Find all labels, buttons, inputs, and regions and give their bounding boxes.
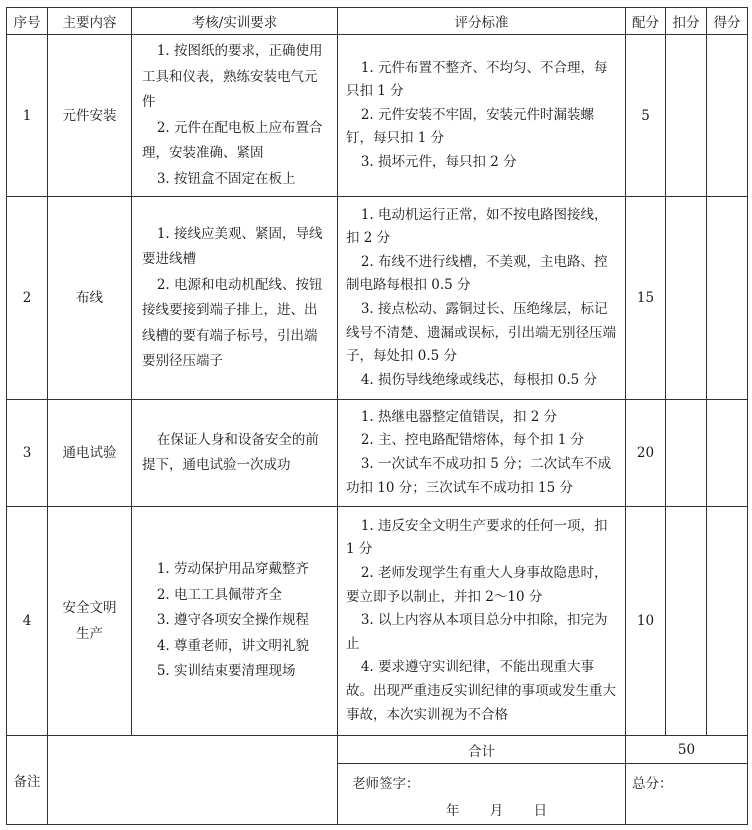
- total-row: [7, 736, 748, 764]
- sign-date: [446, 799, 573, 819]
- grading-table: [6, 7, 748, 825]
- table-row: [7, 197, 748, 400]
- table-row: [7, 35, 748, 197]
- criteria-item: 2. 元件安装不牢固，安装元件时漏装螺钉，每只扣 1 分: [346, 106, 595, 147]
- date-day: 日: [533, 803, 548, 819]
- row-score: 15: [626, 197, 666, 400]
- teacher-signature-cell[interactable]: [338, 764, 626, 825]
- row-no: 4: [7, 507, 48, 736]
- total-value: 50: [626, 736, 748, 764]
- row-topic: 布线: [48, 197, 132, 400]
- requirement-item: 1. 按图纸的要求，正确使用工具和仪表，熟练安装电气元件: [142, 43, 323, 110]
- row-get[interactable]: [707, 400, 748, 507]
- teacher-sign-label: 老师签字：: [352, 776, 420, 792]
- row-deduct[interactable]: [666, 507, 707, 736]
- row-requirements: [132, 400, 338, 507]
- requirement-item: 在保证人身和设备安全的前提下，通电试验一次成功: [142, 431, 319, 473]
- table-row: [7, 507, 748, 736]
- total-score-cell[interactable]: [626, 764, 748, 825]
- requirement-item: 5. 实训结束要清理现场: [156, 663, 296, 680]
- criteria-item: 3. 损坏元件，每只扣 2 分: [360, 153, 517, 170]
- row-score: 5: [626, 35, 666, 197]
- total-score-label: 总分：: [632, 776, 673, 792]
- row-criteria: [338, 507, 626, 736]
- row-no: 2: [7, 197, 48, 400]
- row-topic: [48, 507, 132, 736]
- requirement-item: 2. 元件在配电板上应布置合理，安装准确、紧固: [142, 119, 323, 161]
- row-score: 10: [626, 507, 666, 736]
- requirement-item: 4. 尊重老师，讲文明礼貌: [156, 637, 310, 654]
- header-no: 序号: [7, 8, 48, 35]
- requirement-item: 3. 按钮盒不固定在板上: [156, 170, 296, 187]
- header-get: 得分: [707, 8, 748, 35]
- note-label: 备注: [7, 736, 48, 825]
- criteria-item: 4. 要求遵守实训纪律，不能出现重大事故。出现严重违反实训纪律的事项或发生重大事故，本次实训视为不合格: [346, 659, 616, 723]
- criteria-item: 1. 热继电器整定值错误，扣 2 分: [360, 408, 558, 425]
- criteria-item: 2. 老师发现学生有重大人身事故隐患时，要立即予以制止，并扣 2～10 分: [346, 565, 608, 605]
- row-criteria: [338, 400, 626, 507]
- row-topic-text: 安全文明生产: [62, 600, 117, 642]
- row-deduct[interactable]: [666, 35, 707, 197]
- criteria-item: 1. 电动机运行正常，如不按电路图接线，扣 2 分: [346, 206, 608, 247]
- row-deduct[interactable]: [666, 197, 707, 400]
- date-month: 月: [489, 803, 504, 819]
- row-deduct[interactable]: [666, 400, 707, 507]
- row-topic: 通电试验: [48, 400, 132, 507]
- row-no: 3: [7, 400, 48, 507]
- criteria-item: 2. 布线不进行线槽，不美观，主电路、控制电路每根扣 0.5 分: [346, 253, 608, 294]
- requirement-item: 1. 劳动保护用品穿戴整齐: [156, 561, 310, 578]
- row-get[interactable]: [707, 35, 748, 197]
- requirement-item: 1. 接线应美观、紧固，导线要进线槽: [142, 225, 323, 267]
- table-row: [7, 400, 748, 507]
- row-criteria: [338, 197, 626, 400]
- row-score: 20: [626, 400, 666, 507]
- criteria-item: 2. 主、控电路配错熔体，每个扣 1 分: [360, 432, 585, 449]
- row-get[interactable]: [707, 507, 748, 736]
- criteria-item: 3. 一次试车不成功扣 5 分；二次试车不成功扣 10 分；三次试车不成功扣 15 分: [346, 456, 612, 496]
- requirement-item: 2. 电源和电动机配线、按钮接线要接到端子排上，进、出线槽的要有端子标号，引出端要别径压端子: [142, 276, 323, 369]
- row-criteria: [338, 35, 626, 197]
- requirement-item: 2. 电工工具佩带齐全: [156, 586, 283, 603]
- criteria-item: 4. 损伤导线绝缘或线芯，每根扣 0.5 分: [360, 371, 598, 388]
- row-requirements: [132, 35, 338, 197]
- total-label: 合计: [338, 736, 626, 764]
- criteria-item: 3. 以上内容从本项目总分中扣除，扣完为止: [346, 612, 608, 652]
- header-criteria: 评分标准: [338, 8, 626, 35]
- row-requirements: [132, 197, 338, 400]
- header-score: 配分: [626, 8, 666, 35]
- row-get[interactable]: [707, 197, 748, 400]
- header-requirements: 考核/实训要求: [132, 8, 338, 35]
- date-year: 年: [446, 803, 460, 819]
- header-content: 主要内容: [48, 8, 132, 35]
- row-no: 1: [7, 35, 48, 197]
- row-topic: 元件安装: [48, 35, 132, 197]
- header-deduct: 扣分: [666, 8, 707, 35]
- criteria-item: 3. 接点松动、露铜过长、压绝缘层，标记线号不清楚、遗漏或误标，引出端无别径压端子，每处扣 0.5 分: [346, 301, 616, 365]
- row-requirements: [132, 507, 338, 736]
- note-content[interactable]: [48, 736, 338, 825]
- requirement-item: 3. 遵守各项安全操作规程: [156, 612, 310, 629]
- criteria-item: 1. 元件布置不整齐、不均匀、不合理，每只扣 1 分: [346, 59, 608, 100]
- criteria-item: 1. 违反安全文明生产要求的任何一项，扣 1 分: [346, 517, 608, 558]
- header-row: [7, 8, 748, 35]
